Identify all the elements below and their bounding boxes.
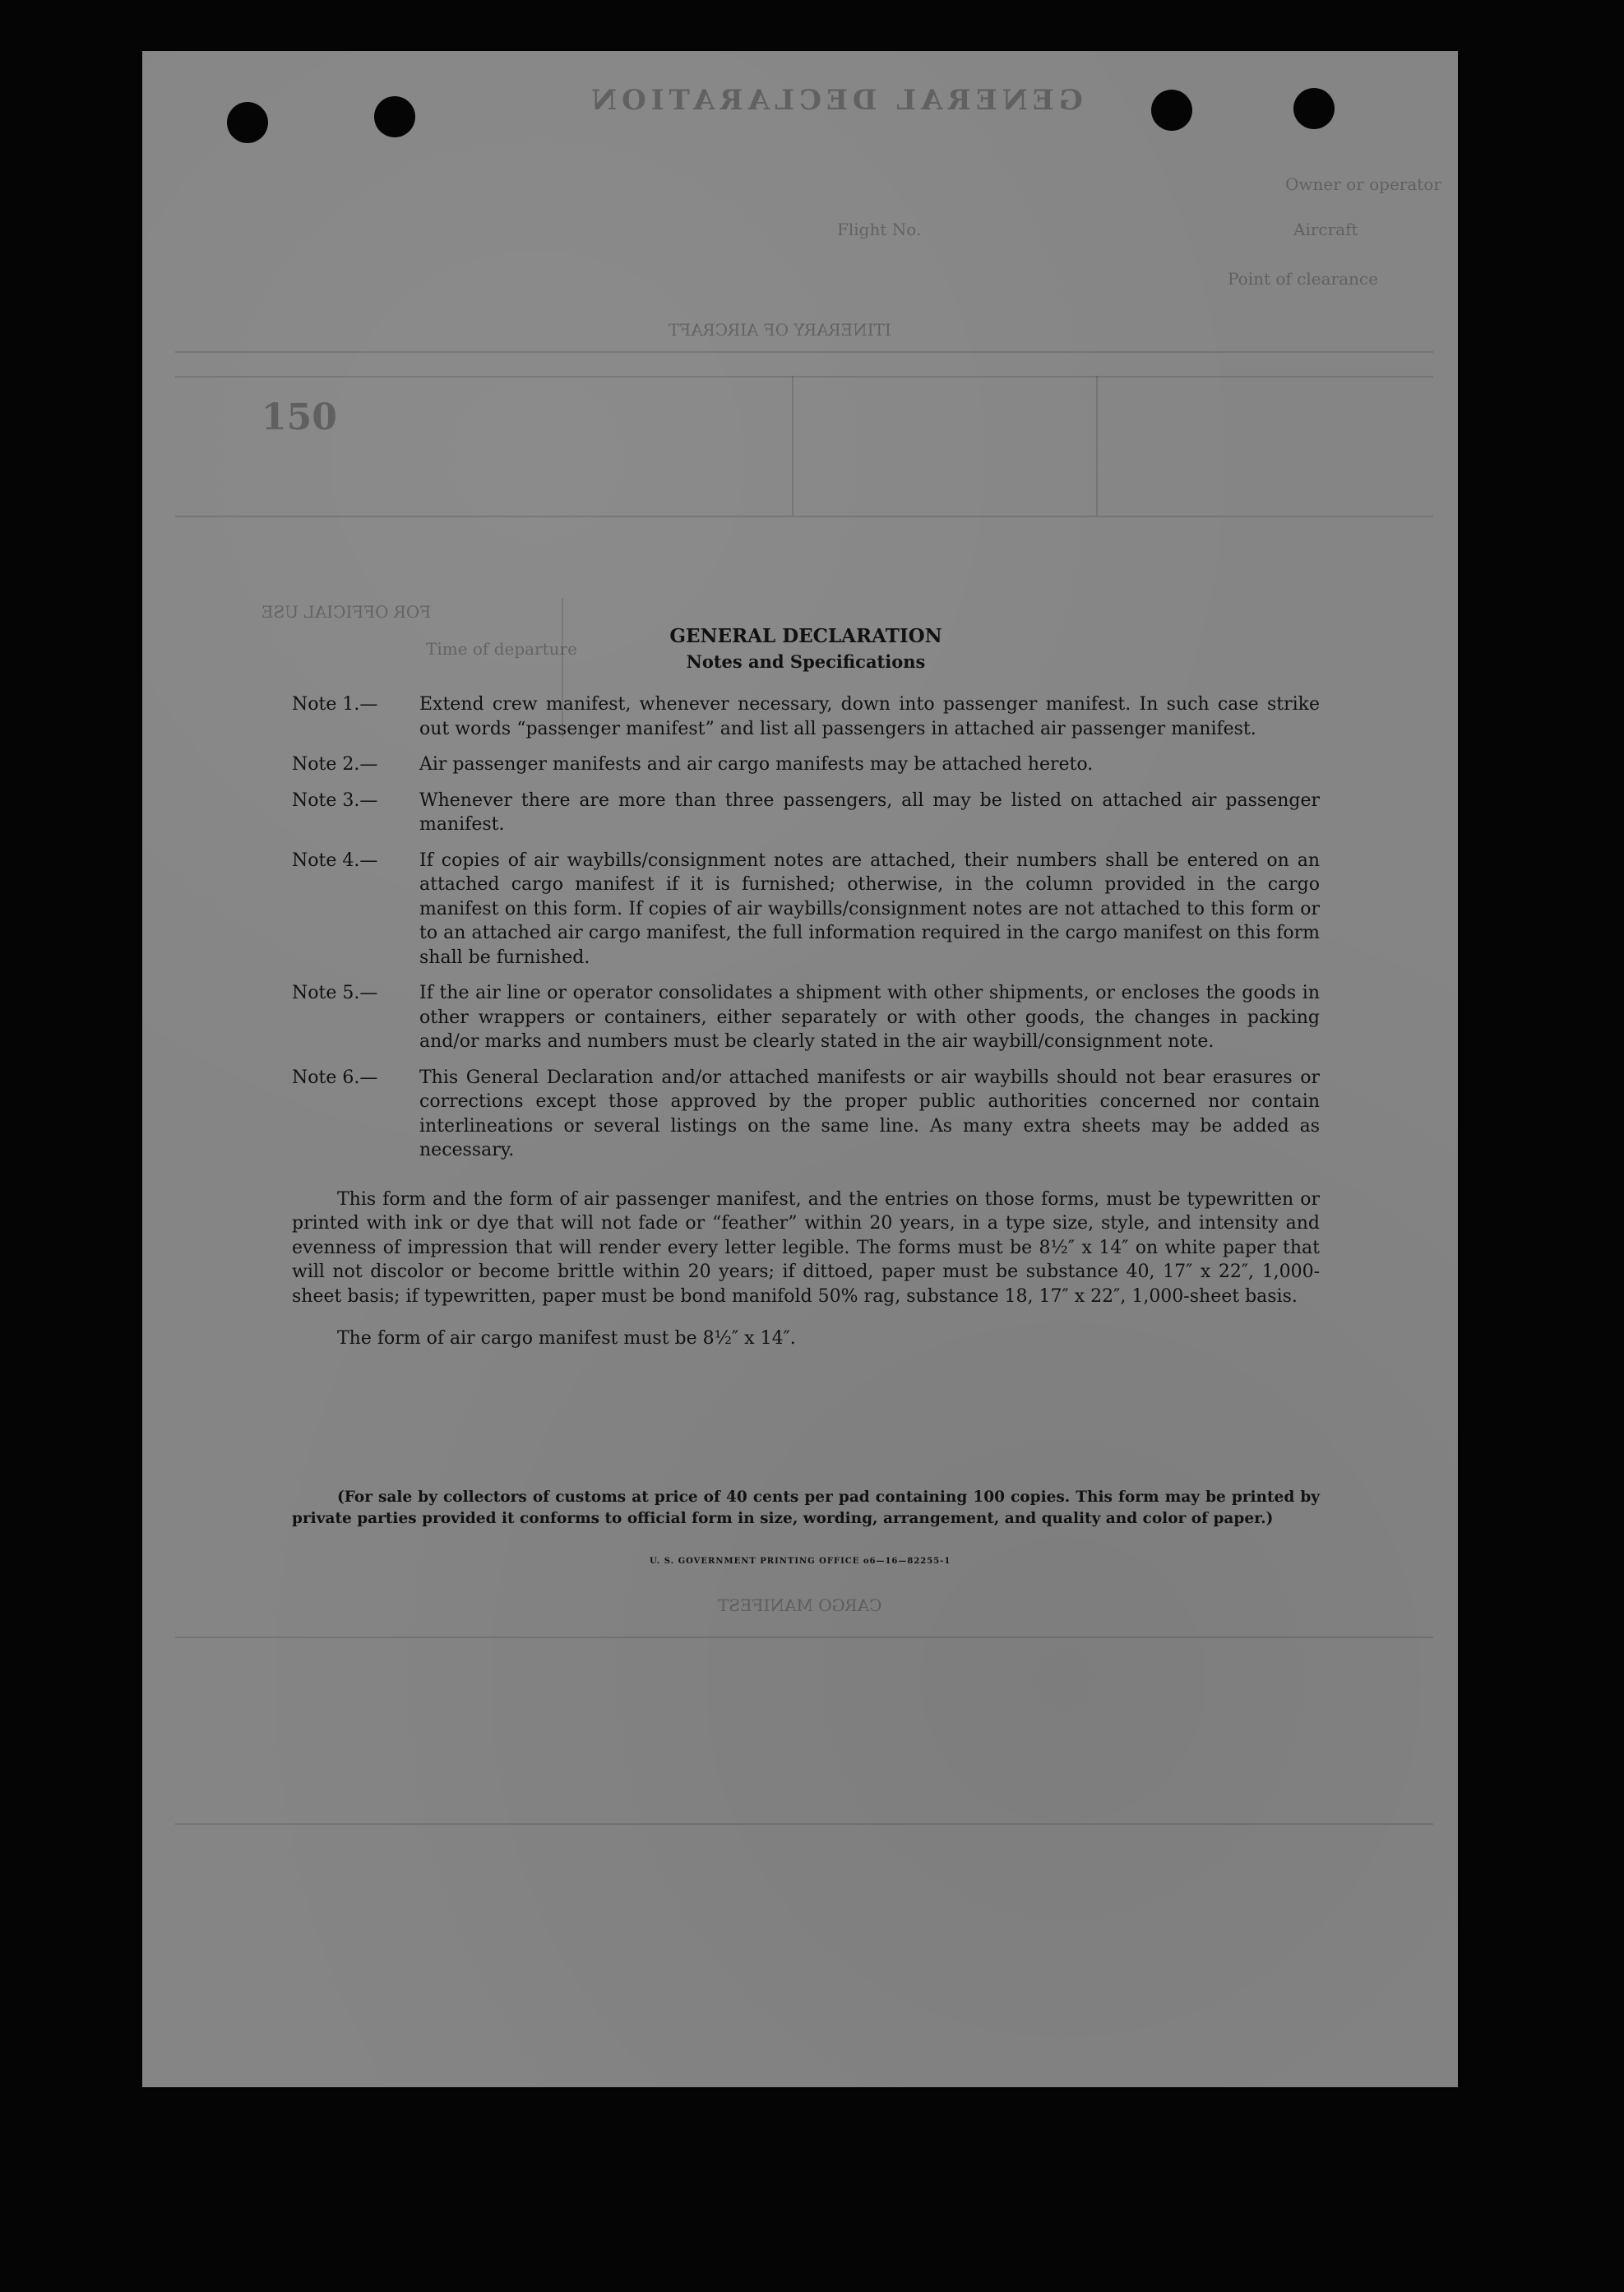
form-line <box>175 1637 1433 1638</box>
document-subheading: Notes and Specifications <box>686 651 926 672</box>
note-text: If the air line or operator consolidates a shipment with other shipments, or encloses the goods in other wrappers or containers, either separately or with other goods, the changes in packing and/or marks and numbers must be clearly stated in the air waybill/consignment note. <box>419 983 1320 1052</box>
form-line <box>175 351 1433 353</box>
bleed-through-flight-label: Flight No. <box>837 220 922 239</box>
bleed-through-official-use: FOR OFFICIAL USE <box>261 602 432 622</box>
note-text: If copies of air waybills/consignment notes are attached, their numbers shall be entered on an attached cargo manifest if it is furnished; otherwise, in the column provided in the cargo manifest on this form. If copies of air waybills/consignment notes are not attached to this form or to an attached air cargo manifest, the full information required in the cargo manifest on this form shall be furnished. <box>419 850 1320 968</box>
punch-hole <box>1293 88 1335 129</box>
note-text: Extend crew manifest, whenever necessary, down into passenger manifest. In such case strike out words “passenger manifest” and list all passengers in attached air passenger manifest. <box>419 694 1320 739</box>
note-item <box>292 981 1320 1054</box>
note-item <box>292 1066 1320 1163</box>
sale-note: (For sale by collectors of customs at price of 40 cents per pad containing 100 copies. This form may be printed by private parties provided it conforms to official form in size, wording, arrangement, and quality and color of paper.) <box>292 1489 1320 1527</box>
bleed-through-title: GENERAL DECLARATION <box>586 84 1083 117</box>
notes-list <box>292 692 1320 1163</box>
note-label: Note 5.— <box>292 983 378 1003</box>
form-line <box>1096 376 1098 516</box>
bleed-through-aircraft-label: Aircraft <box>1293 220 1358 239</box>
bleed-through-cargo-manifest: CARGO MANIFEST <box>718 1595 882 1615</box>
cargo-manifest-size-paragraph: The form of air cargo manifest must be 8½″ x 14″. <box>337 1328 796 1349</box>
form-line <box>792 376 793 516</box>
note-item <box>292 849 1320 970</box>
note-text: Air passenger manifests and air cargo manifests may be attached hereto. <box>419 754 1094 775</box>
note-label: Note 2.— <box>292 754 378 775</box>
bleed-through-owner-label: Owner or operator <box>1285 174 1441 194</box>
bleed-through-itinerary-label: ITINERARY OF AIRCRAFT <box>669 320 891 340</box>
document-heading: GENERAL DECLARATION <box>669 625 942 647</box>
notes-section <box>292 623 1320 1351</box>
bleed-through-stamp-number: 150 <box>261 396 337 438</box>
note-item <box>292 692 1320 741</box>
form-line <box>175 516 1433 517</box>
note-item <box>292 789 1320 837</box>
form-line <box>175 376 1433 377</box>
note-label: Note 6.— <box>292 1067 378 1088</box>
note-text: This General Declaration and/or attached manifests or air waybills should not bear erasures or corrections except those approved by the proper public authorities concerned nor contain interlineations or several listings on the same line. As many extra sheets may be added as necessary. <box>419 1067 1320 1160</box>
form-line <box>175 1823 1433 1825</box>
bleed-through-clearance-label: Point of clearance <box>1228 269 1378 289</box>
bleed-through-departure: Time of departure <box>426 639 577 659</box>
note-label: Note 3.— <box>292 789 378 811</box>
note-label: Note 4.— <box>292 850 378 871</box>
note-item <box>292 752 1320 777</box>
form-requirements-paragraph: This form and the form of air passenger manifest, and the entries on those forms, must be typewritten or printed with ink or dye that will not fade or “feather” within 20 years, in a type size, style, and intensity and evenness of impression that will render every letter legible. The forms must be 8½″ x 14″ on white paper that will not discolor or become brittle within 20 years; if dittoed, paper must be substance 40, 17″ x 22″, 1,000-sheet basis; if typewritten, paper must be bond manifold 50% rag, substance 18, 17″ x 22″, 1,000-sheet basis. <box>292 1188 1320 1307</box>
punch-hole <box>374 96 415 137</box>
note-text: Whenever there are more than three passengers, all may be listed on attached air passenger manifest. <box>419 789 1320 835</box>
punch-hole <box>1151 90 1192 131</box>
printer-line: U. S. GOVERNMENT PRINTING OFFICE o6—16—82255-1 <box>650 1557 951 1566</box>
punch-hole <box>227 102 268 143</box>
note-label: Note 1.— <box>292 694 378 715</box>
